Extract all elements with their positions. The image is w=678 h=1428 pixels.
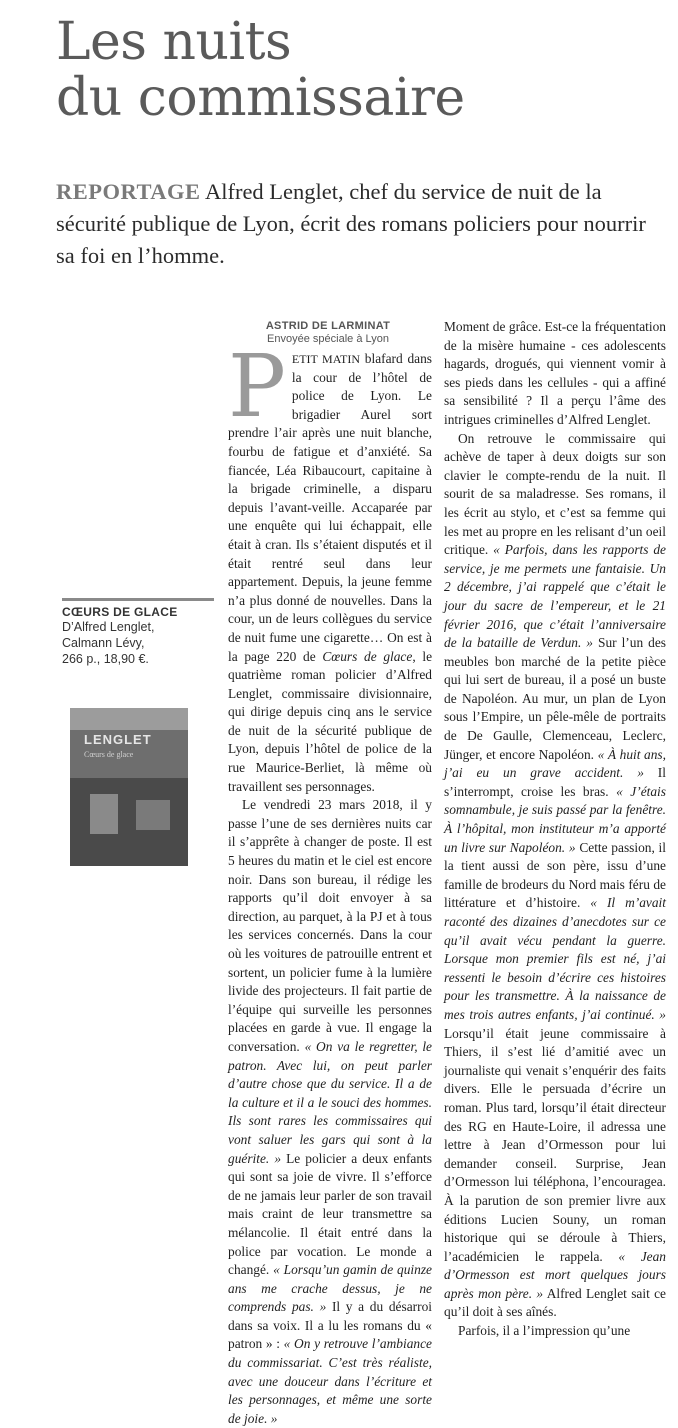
quote: « Jean d’Ormesson est mort quelques jours après mon père. » (444, 1248, 666, 1301)
text-run: Alfred Lenglet sait ce qu’il doit à ses aînés. (444, 1285, 666, 1320)
book-sidebar (62, 598, 214, 667)
quote: « J’étais somnambule, je suis passé par la fenêtre. À l’hôpital, mon instituteur m’a apporté un livre sur Napoléon. » (444, 783, 666, 855)
headline (56, 14, 666, 126)
text-run: Moment de grâce. Est-ce la fréquentation de la misère humaine - ces adolescents hagards, drogués, qui viennent vomir à ses pieds dans les cellules - qui a affiné sa sensibilité ? Il a perçu l’âme des intrigues criminelles d’Alfred Lenglet. (444, 319, 666, 427)
quote: « On va le regretter, le patron. Avec lui, on peut parler d’autre chose que du service. Il a de la culture et il a le souci des hommes. Ils sont rares les commissaires qui vont saluer les gars qui sont à la guérite. » (228, 1038, 432, 1166)
cover-window (90, 794, 118, 834)
text-run: Il s’interrompt, croise les bras. (444, 765, 666, 799)
paragraph-2-cont (444, 318, 666, 430)
cover-author: LENGLET (84, 732, 152, 747)
kicker: REPORTAGE (56, 179, 201, 204)
text-run: , le quatrième roman policier d’Alfred Lenglet, commissaire divisionnaire, qui dirige depuis cinq ans le service de nuit de la sécurité publique de Lyon, depuis l’hôtel de police de la rue Maurice-Berliet, là même où travaillent ses personnages. (228, 648, 433, 794)
cover-scene (70, 778, 188, 866)
quote: « On y retrouve l’ambiance du commissariat. C’est très réaliste, avec une douceur dans l’écriture et les personnages, et même une sorte de joie. » (228, 1336, 432, 1426)
cover-header-band (70, 708, 188, 730)
opening-caps: ETIT MATIN (291, 352, 361, 366)
paragraph-2 (228, 796, 432, 1428)
paragraph-4 (444, 1322, 666, 1341)
paragraph-3 (444, 430, 666, 1323)
drop-cap: P (228, 337, 286, 437)
lede-text: Alfred Lenglet, chef du service de nuit de la sécurité publique de Lyon, écrit des romans policiers pour nourrir sa foi en l’homme. (56, 179, 646, 268)
text-run: Il y a du désarroi dans sa voix. Il a lu les romans du « patron » : (228, 1299, 432, 1352)
book-author: D’Alfred Lenglet, (62, 620, 155, 634)
author-name: ASTRID DE LARMINAT (265, 320, 391, 332)
cover-window (136, 800, 170, 830)
book-title: CŒURS DE GLACE (62, 605, 178, 619)
text-run: Parfois, il a l’impression qu’une (458, 1323, 631, 1339)
book-cover-image (70, 708, 188, 866)
headline-line-2: du commissaire (56, 68, 465, 128)
book-mention: Cœurs de glace (322, 648, 413, 664)
book-publisher: Calmann Lévy, (62, 636, 145, 650)
author-role: Envoyée spéciale à Lyon (267, 333, 389, 345)
text-run: Le policier a deux enfants qui sont sa joie de vivre. Il s’efforce de ne jamais leur parler de son travail mais craint de leur transmettre sa mélancolie. Il était entré dans la police par vocation. Le monde a changé. (228, 1150, 432, 1278)
quote: « Il m’avait raconté des dizaines d’anecdotes sur ce qu’il avait vécu pendant la guerre. Lorsque mon premier fils est né, j’ai ressenti le besoin d’écrire ces histoires pour les transmettre. À la naissance de mes trois autres enfants, j’ai continué. » (444, 895, 666, 1022)
text-run: On retrouve le commissaire qui achève de taper à deux doigts sur son clavier le compte-rendu de la nuit. Il sourit de sa maladresse. Ses romans, il les écrit au stylo, et c’est sa femme qui les met au propre en les relisant d’un oeil critique. (444, 430, 666, 558)
headline-line-1: Les nuits (56, 12, 292, 72)
text-run: Sur l’un des meubles bon marché de la petite pièce qui lui sert de bureau, il a posé un buste de Napoléon. Au mur, un plan de Lyon sous l’Empire, un pêle-mêle de portraits de De Gaulle, Clemenceau, Leclerc, Jünger, et encore Napoléon. (444, 635, 666, 762)
book-price: 266 p., 18,90 €. (62, 652, 149, 666)
article-column-2 (444, 318, 666, 1341)
lede (56, 176, 668, 272)
quote: « Parfois, dans les rapports de service, je me permets une fantaisie. Un 2 décembre, j’ai rappelé que c’était le jour du sacre de l’empereur, et le 21 février 2016, que c’était l’anniversaire de la bataille de Verdun. » (444, 542, 666, 651)
text-run: Cette passion, il la tient aussi de son père, issu d’une famille de brodeurs du Nord mais féru de littérature et d’histoire. (444, 839, 667, 911)
text-run: Le vendredi 23 mars 2018, il y passe l’une de ses dernières nuits car il s’apprête à changer de poste. Il est 5 heures du matin et le ciel est encore noir. Dans son bureau, il rédige les rapports qu’il doit envoyer à sa direction, au parquet, à la PJ et à tous les services concernés. Dans la cour où les voitures de patrouille entrent et sortent, un policier fume à la lumière livide des projecteurs. Il fait partie de l’équipe qui surveille les personnes placées en garde à vue. Il engage la conversation. (228, 797, 432, 1054)
quote: « À huit ans, j’ai eu un grave accident. » (444, 746, 666, 781)
text-run: Lorsqu’il était jeune commissaire à Thiers, il s’est lié d’amitié avec un journaliste qui venait s’enquérir des faits divers. Elle le persuada d’écrire un roman. Plus tard, lorsqu’il était directeur des RG en Haute-Loire, il adressa une lettre à Jean d’Ormesson pour lui demander conseil. Surprise, Jean d’Ormesson lui téléphona, l’encouragea. À la parution de son premier livre aux éditions Lucien Souny, un roman historique qui se déroule à Thiers, l’académicien le rappela. (444, 1025, 666, 1264)
cover-title: Cœurs de glace (84, 750, 134, 759)
quote: « Lorsqu’un gamin de quinze ans me crache dessus, je ne comprends pas. » (228, 1262, 432, 1315)
text-run: blafard dans la cour de l’hôtel de police de Lyon. Le brigadier Aurel sort prendre l’air après une nuit blanche, fourbu de fatigue et d’anxiété. Sa fiancée, Léa Ribaucourt, capitaine à la brigade criminelle, a disparu depuis l’avant-veille. Accaparée par une enquête qui lui échappait, elle était à cran. Ils s’étaient disputés et il était rentré seul dans leur appartement. Depuis, la jeune femme n’a plus donné de nouvelles. Dans la cour, un de leurs collègues du service de nuit fume une cigarette… On est à la page 220 de (228, 351, 432, 664)
